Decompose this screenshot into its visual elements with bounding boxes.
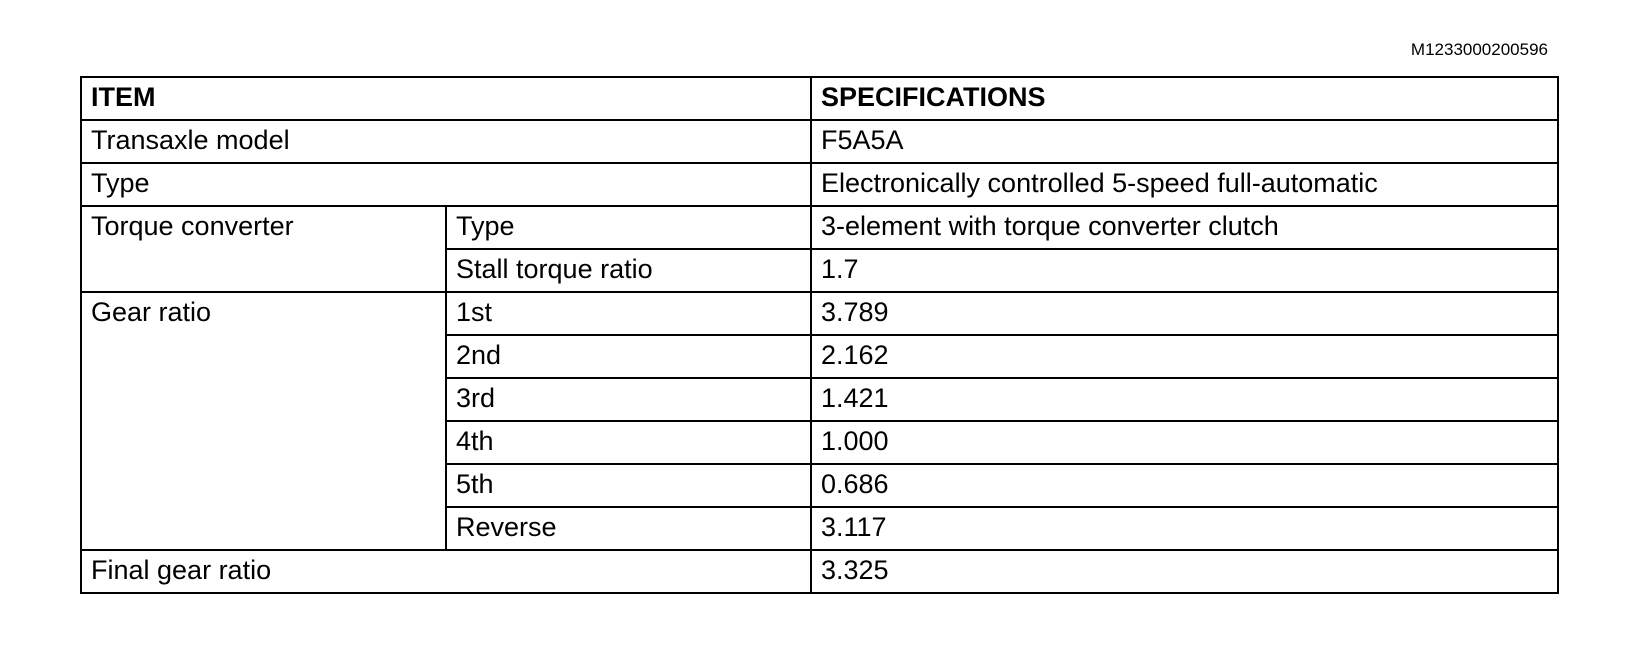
sub-value: 1.421: [811, 378, 1558, 421]
sub-value: 1.000: [811, 421, 1558, 464]
sub-value: 3.789: [811, 292, 1558, 335]
sub-label: 4th: [446, 421, 811, 464]
document-id: M1233000200596: [1410, 40, 1548, 59]
sub-label: 2nd: [446, 335, 811, 378]
sub-label: Stall torque ratio: [446, 249, 811, 292]
sub-label: 3rd: [446, 378, 811, 421]
sub-value: 1.7: [811, 249, 1558, 292]
row-label-final-gear-ratio: Final gear ratio: [81, 550, 811, 593]
group-label-gear-ratio: Gear ratio: [81, 292, 446, 550]
table-row: [81, 292, 1558, 335]
table-row: [81, 163, 1558, 206]
sub-value: 0.686: [811, 464, 1558, 507]
row-label-transaxle-model: Transaxle model: [81, 120, 811, 163]
specifications-table: [80, 76, 1559, 594]
row-value-transaxle-model: F5A5A: [811, 120, 1558, 163]
row-value-final-gear-ratio: 3.325: [811, 550, 1558, 593]
sub-label: 5th: [446, 464, 811, 507]
sub-value: 2.162: [811, 335, 1558, 378]
table-row: [81, 206, 1558, 249]
table-row: [81, 550, 1558, 593]
group-label-torque-converter: Torque converter: [81, 206, 446, 292]
table-header-row: [81, 77, 1558, 120]
sub-value: 3.117: [811, 507, 1558, 550]
sub-label: Reverse: [446, 507, 811, 550]
header-item: ITEM: [81, 77, 811, 120]
sub-label: Type: [446, 206, 811, 249]
header-specifications: SPECIFICATIONS: [811, 77, 1558, 120]
table-row: [81, 120, 1558, 163]
sub-label: 1st: [446, 292, 811, 335]
row-value-type: Electronically controlled 5-speed full-automatic: [811, 163, 1558, 206]
sub-value: 3-element with torque converter clutch: [811, 206, 1558, 249]
row-label-type: Type: [81, 163, 811, 206]
